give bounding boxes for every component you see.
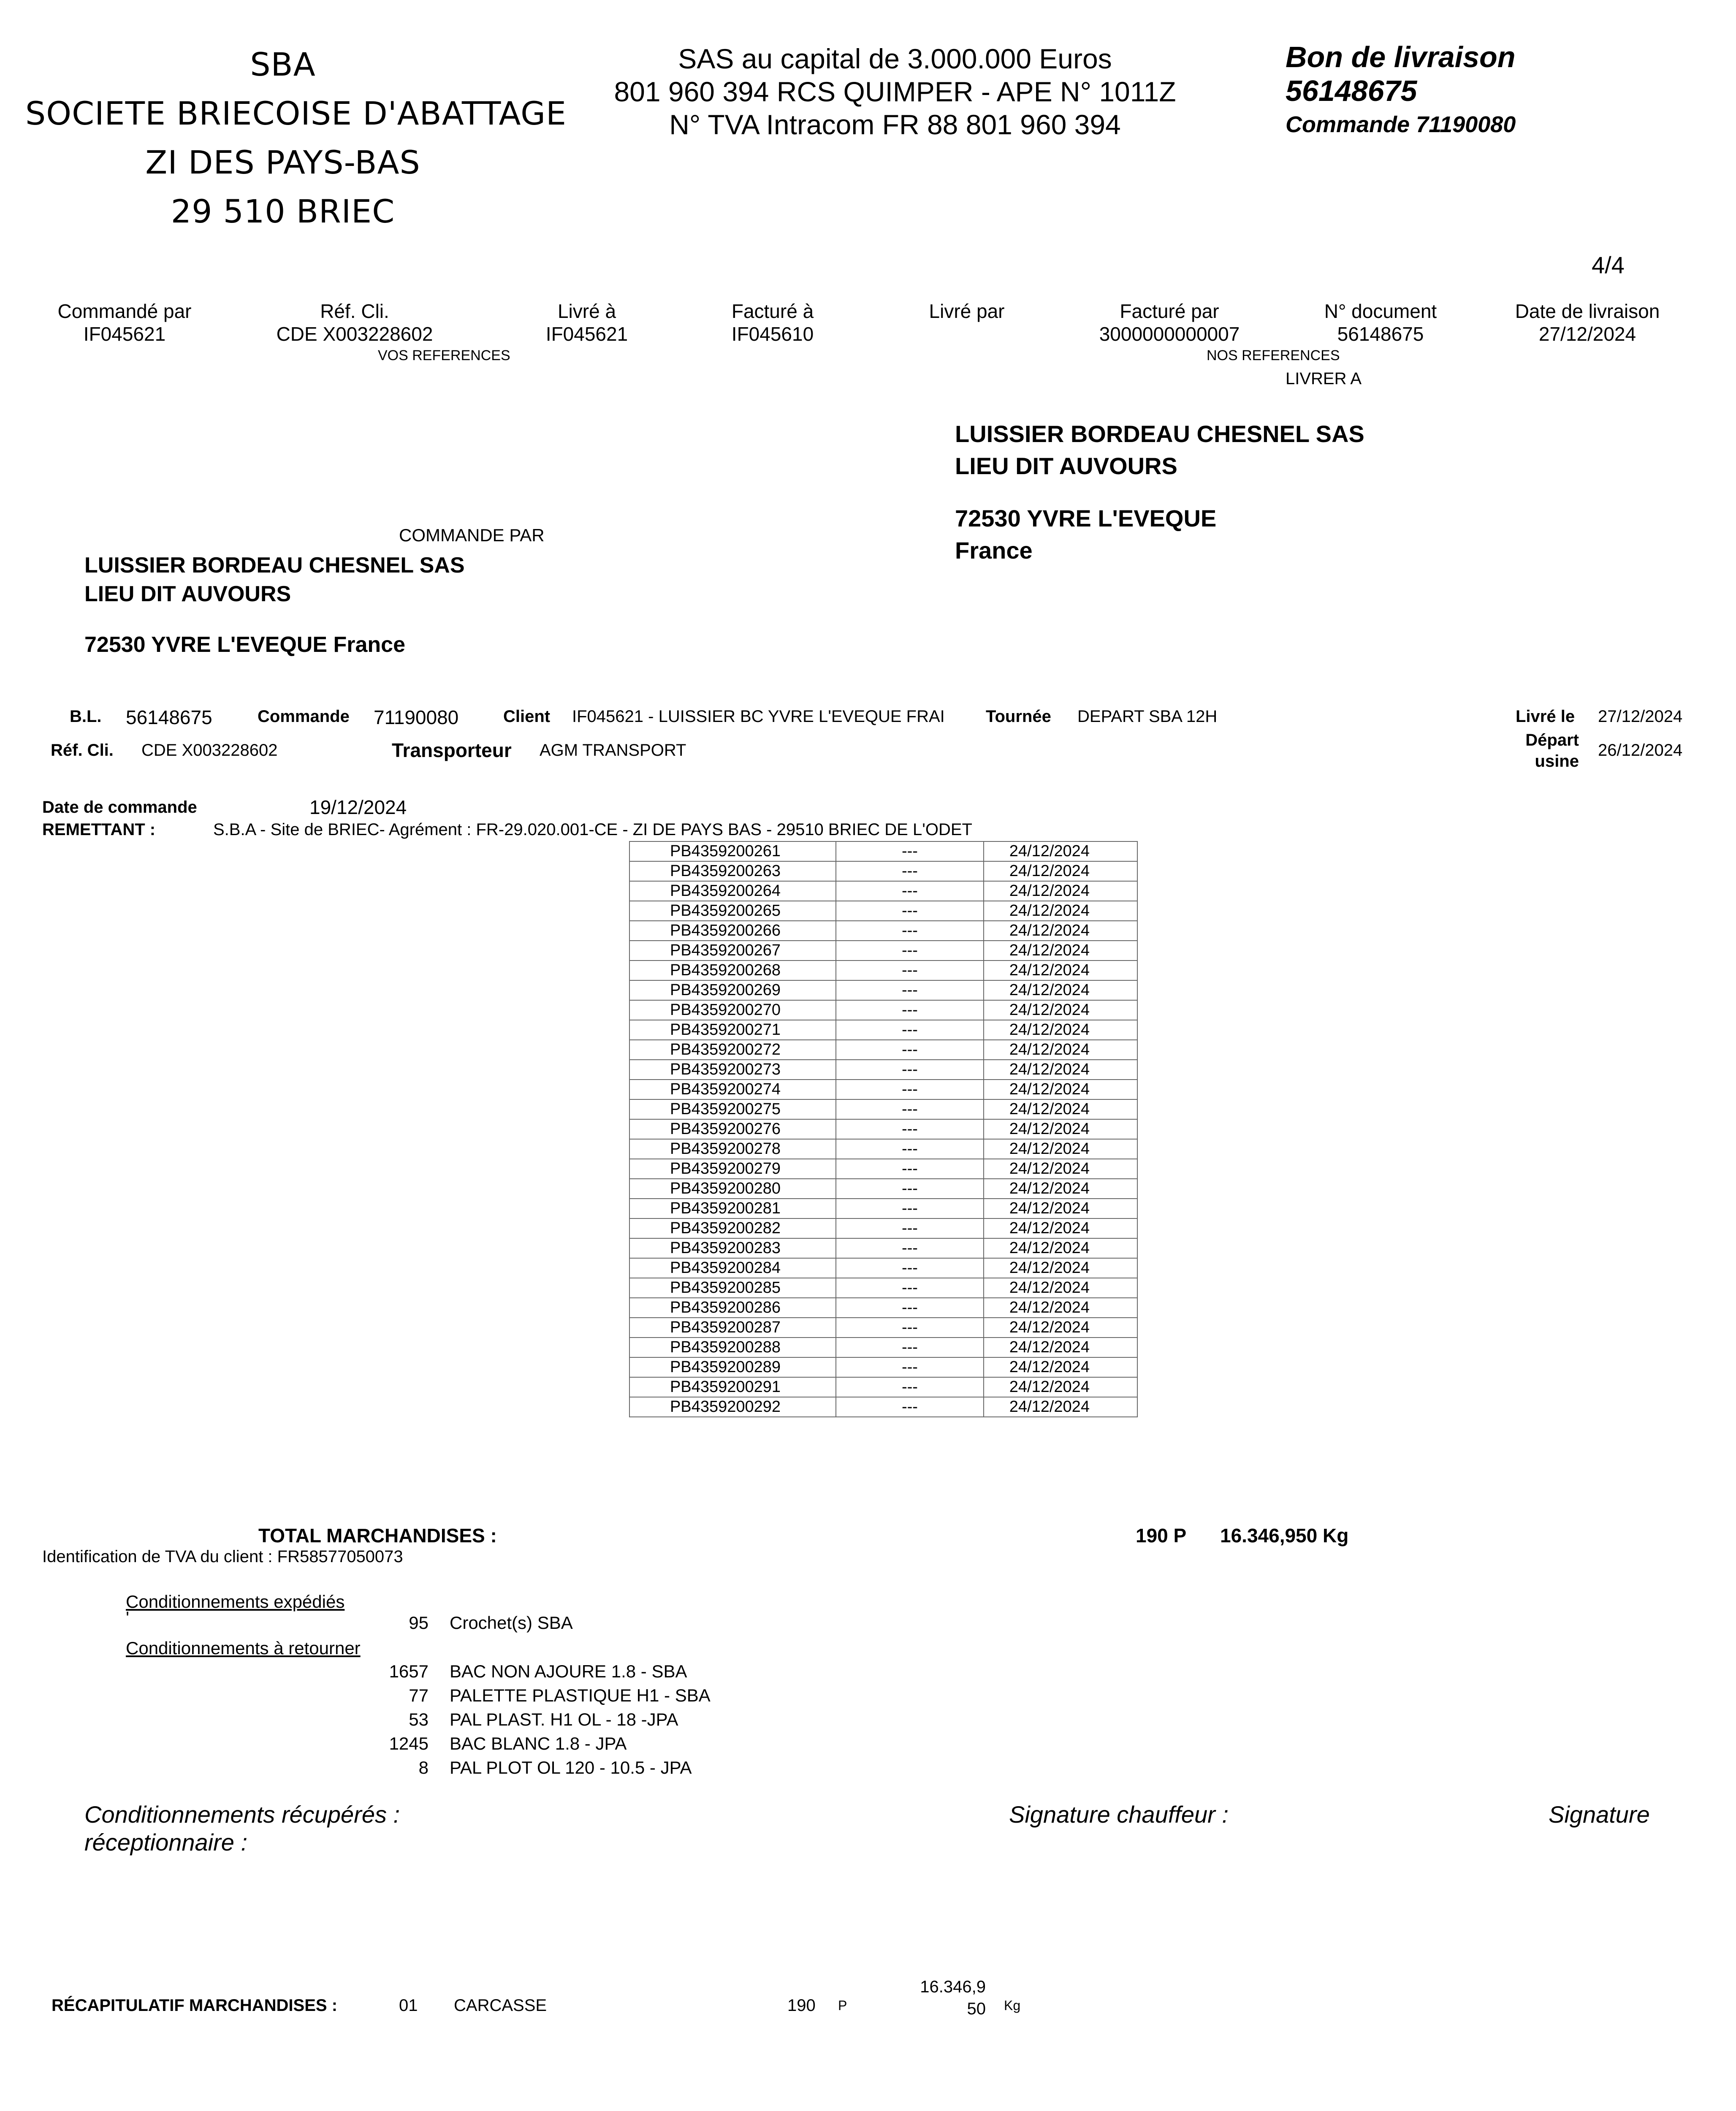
- lot-mid: ---: [836, 921, 984, 941]
- lot-number: PB4359200281: [629, 1199, 836, 1218]
- lot-number: PB4359200271: [629, 1020, 836, 1040]
- legal-line-2: 801 960 394 RCS QUIMPER - APE N° 1011Z: [614, 76, 1176, 107]
- lot-date: 24/12/2024: [984, 1377, 1137, 1397]
- lot-date: 24/12/2024: [984, 1218, 1137, 1238]
- return-qty: 1245: [389, 1734, 429, 1753]
- table-row: [629, 1278, 1137, 1298]
- lot-number: PB4359200287: [629, 1318, 836, 1338]
- date-commande-value: 19/12/2024: [309, 796, 407, 818]
- table-row: [629, 941, 1137, 961]
- lot-number: PB4359200276: [629, 1119, 836, 1139]
- lot-number: PB4359200267: [629, 941, 836, 961]
- shipped-packaging-mark: ': [126, 1608, 130, 1628]
- lot-date: 24/12/2024: [984, 1099, 1137, 1119]
- return-item-label: BAC BLANC 1.8 - JPA: [450, 1734, 627, 1753]
- recap-unit: P: [838, 1998, 847, 2013]
- table-row: [629, 1080, 1137, 1099]
- lot-mid: ---: [836, 941, 984, 961]
- return-qty: 1657: [389, 1661, 429, 1681]
- document-title: Bon de livraison: [1286, 41, 1516, 73]
- livrer-a-label: LIVRER A: [1286, 369, 1362, 388]
- ref-client-value: CDE X003228602: [276, 323, 433, 345]
- recap-label: RÉCAPITULATIF MARCHANDISES :: [52, 1996, 338, 2015]
- lot-mid: ---: [836, 1258, 984, 1278]
- info-tournee-value: DEPART SBA 12H: [1077, 707, 1218, 726]
- lot-date: 24/12/2024: [984, 1119, 1137, 1139]
- table-row: [629, 1397, 1137, 1417]
- ref-livre-a-value: IF045621: [545, 323, 628, 345]
- table-row: [629, 1338, 1137, 1357]
- lot-mid: ---: [836, 1099, 984, 1119]
- legal-info: [561, 42, 1229, 141]
- lot-number: PB4359200268: [629, 961, 836, 980]
- lot-number: PB4359200272: [629, 1040, 836, 1060]
- lot-number: PB4359200289: [629, 1357, 836, 1377]
- lot-date: 24/12/2024: [984, 961, 1137, 980]
- lot-mid: ---: [836, 1318, 984, 1338]
- lot-mid: ---: [836, 980, 984, 1000]
- lot-number: PB4359200266: [629, 921, 836, 941]
- table-row: [629, 921, 1137, 941]
- lot-mid: ---: [836, 1298, 984, 1318]
- lot-mid: ---: [836, 1040, 984, 1060]
- lot-number: PB4359200270: [629, 1000, 836, 1020]
- info-client-value: IF045621 - LUISSIER BC YVRE L'EVEQUE FRAI: [572, 707, 945, 726]
- total-weight: 16.346,950 Kg: [1220, 1525, 1349, 1547]
- ref-document-value: 56148675: [1337, 323, 1424, 345]
- lot-date: 24/12/2024: [984, 921, 1137, 941]
- total-label: TOTAL MARCHANDISES :: [258, 1525, 497, 1547]
- info-ref-cli-value: CDE X003228602: [141, 741, 278, 760]
- lot-number: PB4359200283: [629, 1238, 836, 1258]
- lot-date: 24/12/2024: [984, 1139, 1137, 1159]
- lot-mid: ---: [836, 1278, 984, 1298]
- lot-mid: ---: [836, 1238, 984, 1258]
- info-client-label: Client: [503, 707, 551, 726]
- ref-livre-par-label: Livré par: [929, 300, 1005, 322]
- company-name-full: SOCIETE BRIECOISE D'ABATTAGE: [25, 95, 567, 132]
- lot-date: 24/12/2024: [984, 1000, 1137, 1020]
- order-address-line-2: LIEU DIT AUVOURS: [84, 582, 291, 606]
- delivery-address-line-3: 72530 YVRE L'EVEQUE: [955, 505, 1217, 532]
- lot-number: PB4359200278: [629, 1139, 836, 1159]
- date-commande-label: Date de commande: [42, 798, 197, 817]
- return-item-label: PAL PLOT OL 120 - 10.5 - JPA: [450, 1758, 692, 1777]
- tva-client: Identification de TVA du client : FR58577050073: [42, 1547, 403, 1566]
- lot-mid: ---: [836, 1218, 984, 1238]
- table-row: [629, 1179, 1137, 1199]
- table-row: [629, 1258, 1137, 1278]
- delivery-address-line-1: LUISSIER BORDEAU CHESNEL SAS: [955, 421, 1364, 447]
- livre-le-label: Livré le: [1516, 707, 1575, 726]
- commande-par-label: COMMANDE PAR: [399, 525, 545, 545]
- return-packaging-label: Conditionnements à retourner: [126, 1638, 361, 1658]
- lot-date: 24/12/2024: [984, 1338, 1137, 1357]
- ref-commande-par-label: Commandé par: [57, 300, 192, 322]
- lot-date: 24/12/2024: [984, 1179, 1137, 1199]
- ref-document: [1305, 300, 1457, 345]
- return-qty: 8: [418, 1758, 429, 1777]
- transporteur-value: AGM TRANSPORT: [540, 741, 686, 760]
- page-number: 4/4: [1592, 252, 1625, 278]
- lot-mid: ---: [836, 901, 984, 921]
- lot-date: 24/12/2024: [984, 1298, 1137, 1318]
- recap-weight-line-2: 50: [967, 2000, 986, 2018]
- lot-number: PB4359200273: [629, 1060, 836, 1080]
- recap-weight-unit: Kg: [1004, 1998, 1021, 2013]
- lot-date: 24/12/2024: [984, 901, 1137, 921]
- table-row: [629, 1377, 1137, 1397]
- lot-number: PB4359200292: [629, 1397, 836, 1417]
- table-row: [629, 1199, 1137, 1218]
- recap-weight-line-1: 16.346,9: [920, 1978, 986, 1996]
- ref-facture-a-label: Facturé à: [731, 300, 814, 322]
- lot-date: 24/12/2024: [984, 1238, 1137, 1258]
- table-row: [629, 1159, 1137, 1179]
- lot-date: 24/12/2024: [984, 1060, 1137, 1080]
- lot-number: PB4359200261: [629, 841, 836, 861]
- order-address-line-3: 72530 YVRE L'EVEQUE France: [84, 632, 405, 657]
- lot-date: 24/12/2024: [984, 1080, 1137, 1099]
- table-row: [629, 1357, 1137, 1377]
- bl-label: B.L.: [70, 707, 102, 726]
- document-number: 56148675: [1286, 74, 1417, 107]
- depart-label-line-2: usine: [1535, 752, 1579, 771]
- return-qty: 77: [409, 1685, 429, 1705]
- livre-le-value: 27/12/2024: [1598, 707, 1683, 726]
- ref-commande-par: [40, 300, 209, 345]
- lot-number: PB4359200265: [629, 901, 836, 921]
- document-title-block: [1286, 40, 1516, 141]
- return-item-label: BAC NON AJOURE 1.8 - SBA: [450, 1661, 687, 1681]
- table-row: [629, 1238, 1137, 1258]
- lot-number: PB4359200280: [629, 1179, 836, 1199]
- total-pieces: 190 P: [1136, 1525, 1187, 1547]
- company-name-short: SBA: [250, 46, 316, 83]
- lot-number: PB4359200269: [629, 980, 836, 1000]
- table-row: [629, 1000, 1137, 1020]
- lot-date: 24/12/2024: [984, 980, 1137, 1000]
- driver-signature-label: Signature chauffeur :: [1009, 1801, 1229, 1828]
- lot-number: PB4359200264: [629, 881, 836, 901]
- lot-mid: ---: [836, 1357, 984, 1377]
- order-address: [84, 551, 465, 659]
- table-row: [629, 1298, 1137, 1318]
- table-row: [629, 881, 1137, 901]
- table-row: [629, 901, 1137, 921]
- recap-qty: 190: [787, 1996, 816, 2015]
- ref-commande-par-value: IF045621: [83, 323, 166, 345]
- ref-facture-a: [709, 300, 836, 345]
- lot-number: PB4359200263: [629, 861, 836, 881]
- lot-mid: ---: [836, 1377, 984, 1397]
- ref-date-livraison-value: 27/12/2024: [1538, 323, 1636, 345]
- legal-line-3: N° TVA Intracom FR 88 801 960 394: [669, 109, 1121, 140]
- transporteur-label: Transporteur: [392, 739, 512, 761]
- lot-mid: ---: [836, 1119, 984, 1139]
- lot-date: 24/12/2024: [984, 881, 1137, 901]
- table-row: [629, 1119, 1137, 1139]
- lot-mid: ---: [836, 1397, 984, 1417]
- ref-date-livraison: [1495, 300, 1680, 345]
- ref-livre-a: [524, 300, 650, 345]
- lot-date: 24/12/2024: [984, 1199, 1137, 1218]
- ref-facture-par-value: 3000000000007: [1099, 323, 1240, 345]
- lot-mid: ---: [836, 1179, 984, 1199]
- table-row: [629, 1218, 1137, 1238]
- ref-facture-a-value: IF045610: [731, 323, 814, 345]
- lot-number: PB4359200282: [629, 1218, 836, 1238]
- table-row: [629, 961, 1137, 980]
- lot-date: 24/12/2024: [984, 1397, 1137, 1417]
- recovered-packaging: [84, 1801, 400, 1856]
- lot-mid: ---: [836, 841, 984, 861]
- return-item-label: PAL PLAST. H1 OL - 18 -JPA: [450, 1709, 678, 1729]
- recap-code: 01: [399, 1996, 418, 2015]
- lot-number: PB4359200285: [629, 1278, 836, 1298]
- lot-date: 24/12/2024: [984, 941, 1137, 961]
- table-row: [629, 1020, 1137, 1040]
- return-qty: 53: [409, 1709, 429, 1729]
- recap-product: CARCASSE: [454, 1996, 547, 2015]
- lot-number: PB4359200275: [629, 1099, 836, 1119]
- ref-livre-par: [903, 300, 1030, 323]
- ref-document-label: N° document: [1324, 300, 1437, 322]
- ref-client-label: Réf. Cli.: [320, 300, 389, 322]
- ref-livre-a-label: Livré à: [557, 300, 616, 322]
- lot-number: PB4359200284: [629, 1258, 836, 1278]
- bl-value: 56148675: [126, 706, 212, 728]
- table-row: [629, 861, 1137, 881]
- vos-references: VOS REFERENCES: [378, 347, 510, 364]
- ref-client: [253, 300, 456, 345]
- shipped-packaging-label: Conditionnements expédiés: [126, 1592, 345, 1612]
- lot-mid: ---: [836, 881, 984, 901]
- ref-date-livraison-label: Date de livraison: [1515, 300, 1660, 322]
- lot-mid: ---: [836, 1159, 984, 1179]
- lot-mid: ---: [836, 1060, 984, 1080]
- lot-number: PB4359200291: [629, 1377, 836, 1397]
- table-row: [629, 1318, 1137, 1338]
- lot-number: PB4359200279: [629, 1159, 836, 1179]
- table-row: [629, 1099, 1137, 1119]
- company-address-1: ZI DES PAYS-BAS: [145, 144, 420, 181]
- lot-date: 24/12/2024: [984, 1020, 1137, 1040]
- lot-mid: ---: [836, 1139, 984, 1159]
- lot-date: 24/12/2024: [984, 1258, 1137, 1278]
- receptionnaire-label: réceptionnaire :: [84, 1829, 248, 1856]
- recap-weight: [903, 1976, 986, 2020]
- depart-usine-label: [1516, 730, 1579, 772]
- lot-mid: ---: [836, 1000, 984, 1020]
- document-order: Commande 71190080: [1286, 112, 1516, 137]
- table-row: [629, 1040, 1137, 1060]
- info-commande-label: Commande: [258, 707, 350, 726]
- return-label-column: [450, 1659, 711, 1780]
- lot-date: 24/12/2024: [984, 861, 1137, 881]
- legal-line-1: SAS au capital de 3.000.000 Euros: [678, 43, 1112, 74]
- lot-date: 24/12/2024: [984, 841, 1137, 861]
- table-row: [629, 1060, 1137, 1080]
- company-block: [25, 40, 567, 236]
- info-ref-cli-label: Réf. Cli.: [51, 741, 114, 760]
- info-tournee-label: Tournée: [986, 707, 1051, 726]
- ref-facture-par-label: Facturé par: [1120, 300, 1219, 322]
- nos-references: NOS REFERENCES: [1207, 347, 1340, 364]
- remettant-label: REMETTANT :: [42, 820, 156, 839]
- shipped-item-label: Crochet(s) SBA: [450, 1613, 573, 1633]
- shipped-qty: 95: [409, 1613, 429, 1633]
- lot-number: PB4359200274: [629, 1080, 836, 1099]
- lot-date: 24/12/2024: [984, 1040, 1137, 1060]
- table-row: [629, 841, 1137, 861]
- lot-mid: ---: [836, 861, 984, 881]
- lot-mid: ---: [836, 1020, 984, 1040]
- lot-date: 24/12/2024: [984, 1159, 1137, 1179]
- company-address-2: 29 510 BRIEC: [171, 193, 395, 230]
- table-row: [629, 980, 1137, 1000]
- signature-label: Signature: [1549, 1801, 1650, 1828]
- lot-mid: ---: [836, 1199, 984, 1218]
- delivery-address-line-4: France: [955, 537, 1033, 564]
- depart-label-line-1: Départ: [1525, 731, 1579, 749]
- lot-number: PB4359200286: [629, 1298, 836, 1318]
- delivery-address-line-2: LIEU DIT AUVOURS: [955, 453, 1177, 479]
- lot-date: 24/12/2024: [984, 1318, 1137, 1338]
- depart-usine-value: 26/12/2024: [1598, 741, 1683, 760]
- return-item-label: PALETTE PLASTIQUE H1 - SBA: [450, 1685, 711, 1705]
- lot-mid: ---: [836, 961, 984, 980]
- table-row: [629, 1139, 1137, 1159]
- lot-date: 24/12/2024: [984, 1278, 1137, 1298]
- lot-number: PB4359200288: [629, 1338, 836, 1357]
- ref-facture-par: [1081, 300, 1258, 345]
- return-qty-column: [372, 1659, 429, 1780]
- remettant-value: S.B.A - Site de BRIEC- Agrément : FR-29.020.001-CE - ZI DE PAYS BAS - 29510 BRIEC DE L'ODET: [213, 820, 972, 839]
- order-address-line-1: LUISSIER BORDEAU CHESNEL SAS: [84, 553, 465, 578]
- recovered-label: Conditionnements récupérés :: [84, 1801, 400, 1828]
- lot-table-body: [629, 841, 1137, 1417]
- lot-table: [629, 841, 1138, 1417]
- delivery-address: [955, 418, 1364, 567]
- lot-date: 24/12/2024: [984, 1357, 1137, 1377]
- info-commande-value: 71190080: [374, 706, 459, 728]
- lot-mid: ---: [836, 1338, 984, 1357]
- lot-mid: ---: [836, 1080, 984, 1099]
